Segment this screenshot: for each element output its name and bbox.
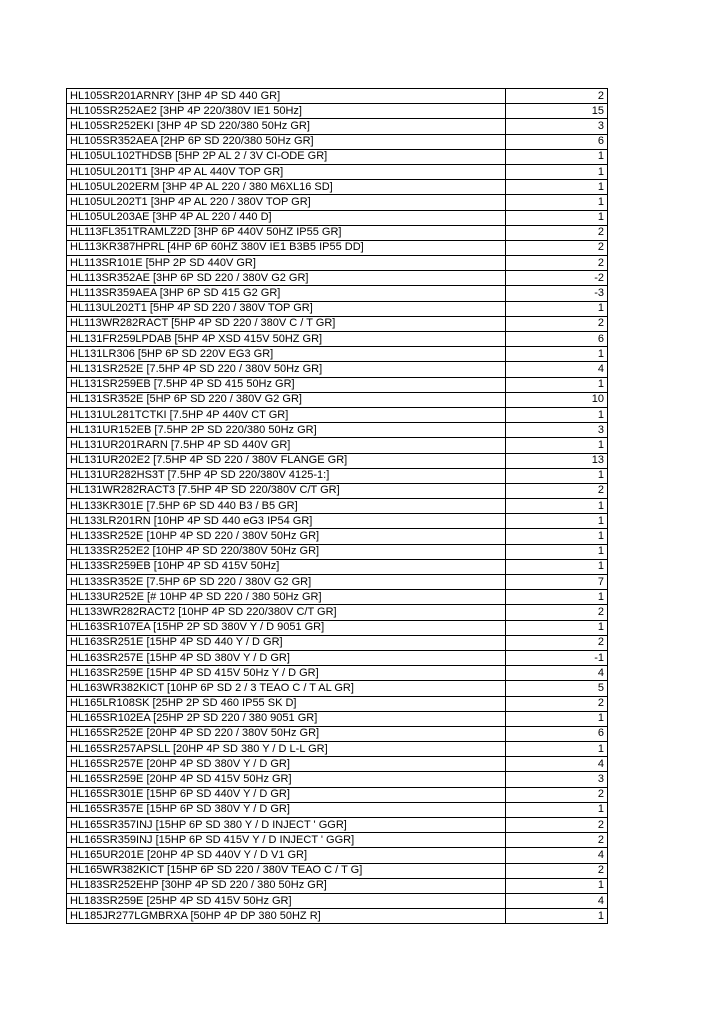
table-row	[67, 863, 608, 878]
table-row	[67, 256, 608, 271]
table-row	[67, 909, 608, 924]
item-description-cell: HL131SR352E [5HP 6P SD 220 / 380V G2 GR]	[67, 392, 506, 407]
quantity-cell: 2	[506, 863, 608, 878]
item-description-cell: HL163WR382KICT [10HP 6P SD 2 / 3 TEAO C / T AL GR]	[67, 681, 506, 696]
item-description-cell: HL113WR282RACT [5HP 4P SD 220 / 380V C / T GR]	[67, 316, 506, 331]
table-row	[67, 483, 608, 498]
table-row	[67, 301, 608, 316]
table-row	[67, 362, 608, 377]
quantity-cell: 2	[506, 225, 608, 240]
table-row	[67, 210, 608, 225]
item-description-cell: HL133LR201RN [10HP 4P SD 440 eG3 IP54 GR]	[67, 514, 506, 529]
table-row	[67, 453, 608, 468]
table-row	[67, 423, 608, 438]
quantity-cell: 2	[506, 240, 608, 255]
table-row	[67, 635, 608, 650]
quantity-cell: 7	[506, 575, 608, 590]
quantity-cell: -1	[506, 650, 608, 665]
item-description-cell: HL113SR101E [5HP 2P SD 440V GR]	[67, 256, 506, 271]
quantity-cell: 1	[506, 468, 608, 483]
quantity-cell: 2	[506, 787, 608, 802]
quantity-cell: 6	[506, 134, 608, 149]
item-description-cell: HL165SR257E [20HP 4P SD 380V Y / D GR]	[67, 757, 506, 772]
item-description-cell: HL105SR252EKI [3HP 4P SD 220/380 50Hz GR]	[67, 119, 506, 134]
quantity-cell: 6	[506, 332, 608, 347]
item-description-cell: HL165SR357INJ [15HP 6P SD 380 Y / D INJECT ' GGR]	[67, 818, 506, 833]
quantity-cell: 1	[506, 195, 608, 210]
quantity-cell: 1	[506, 407, 608, 422]
quantity-cell: 4	[506, 362, 608, 377]
item-description-cell: HL133KR301E [7.5HP 6P SD 440 B3 / B5 GR]	[67, 499, 506, 514]
table-row	[67, 833, 608, 848]
quantity-cell: 1	[506, 377, 608, 392]
quantity-cell: 4	[506, 848, 608, 863]
item-description-cell: HL131FR259LPDAB [5HP 4P XSD 415V 50HZ GR]	[67, 332, 506, 347]
quantity-cell: 3	[506, 772, 608, 787]
quantity-cell: 1	[506, 620, 608, 635]
quantity-cell: 2	[506, 89, 608, 104]
table-row	[67, 757, 608, 772]
quantity-cell: 4	[506, 757, 608, 772]
item-description-cell: HL113KR387HPRL [4HP 6P 60HZ 380V IE1 B3B5 IP55 DD]	[67, 240, 506, 255]
item-description-cell: HL105SR252AE2 [3HP 4P 220/380V IE1 50Hz]	[67, 104, 506, 119]
table-row	[67, 119, 608, 134]
table-row	[67, 332, 608, 347]
quantity-cell: 10	[506, 392, 608, 407]
table-row	[67, 711, 608, 726]
quantity-cell: 1	[506, 514, 608, 529]
table-row	[67, 392, 608, 407]
table-row	[67, 149, 608, 164]
item-description-cell: HL165SR252E [20HP 4P SD 220 / 380V 50Hz GR]	[67, 726, 506, 741]
quantity-cell: 1	[506, 347, 608, 362]
table-row	[67, 620, 608, 635]
item-description-cell: HL133SR252E2 [10HP 4P SD 220/380V 50Hz GR]	[67, 544, 506, 559]
table-row	[67, 590, 608, 605]
item-description-cell: HL183SR259E [25HP 4P SD 415V 50Hz GR]	[67, 893, 506, 908]
table-row	[67, 529, 608, 544]
table-row	[67, 286, 608, 301]
item-description-cell: HL105UL202T1 [3HP 4P AL 220 / 380V TOP GR]	[67, 195, 506, 210]
item-description-cell: HL131UR202E2 [7.5HP 4P SD 220 / 380V FLANGE GR]	[67, 453, 506, 468]
table-row	[67, 271, 608, 286]
table-row	[67, 89, 608, 104]
item-description-cell: HL131WR282RACT3 [7.5HP 4P SD 220/380V C/T GR]	[67, 483, 506, 498]
quantity-cell: 4	[506, 893, 608, 908]
item-description-cell: HL183SR252EHP [30HP 4P SD 220 / 380 50Hz GR]	[67, 878, 506, 893]
quantity-cell: 1	[506, 180, 608, 195]
item-description-cell: HL165LR108SK [25HP 2P SD 460 IP55 SK D]	[67, 696, 506, 711]
item-description-cell: HL165SR359INJ [15HP 6P SD 415V Y / D INJECT ' GGR]	[67, 833, 506, 848]
table-row	[67, 681, 608, 696]
item-description-cell: HL131SR252E [7.5HP 4P SD 220 / 380V 50Hz GR]	[67, 362, 506, 377]
quantity-cell: 1	[506, 742, 608, 757]
item-description-cell: HL131LR306 [5HP 6P SD 220V EG3 GR]	[67, 347, 506, 362]
table-row	[67, 605, 608, 620]
item-description-cell: HL131UL281TCTKI [7.5HP 4P 440V CT GR]	[67, 407, 506, 422]
table-row	[67, 802, 608, 817]
item-description-cell: HL105UL102THDSB [5HP 2P AL 2 / 3V CI-ODE GR]	[67, 149, 506, 164]
table-row	[67, 878, 608, 893]
table-row	[67, 377, 608, 392]
quantity-cell: 1	[506, 559, 608, 574]
item-description-cell: HL113SR352AE [3HP 6P SD 220 / 380V G2 GR]	[67, 271, 506, 286]
quantity-cell: 5	[506, 681, 608, 696]
table-row	[67, 544, 608, 559]
quantity-cell: 13	[506, 453, 608, 468]
quantity-cell: 3	[506, 119, 608, 134]
item-description-cell: HL165SR357E [15HP 6P SD 380V Y / D GR]	[67, 802, 506, 817]
item-description-cell: HL105UL201T1 [3HP 4P AL 440V TOP GR]	[67, 164, 506, 179]
quantity-cell: 1	[506, 590, 608, 605]
table-row	[67, 104, 608, 119]
quantity-cell: 2	[506, 483, 608, 498]
table-row	[67, 164, 608, 179]
item-description-cell: HL113FL351TRAMLZ2D [3HP 6P 440V 50HZ IP55 GR]	[67, 225, 506, 240]
quantity-cell: 1	[506, 878, 608, 893]
table-row	[67, 225, 608, 240]
table-row	[67, 696, 608, 711]
quantity-cell: 1	[506, 909, 608, 924]
item-description-cell: HL165SR257APSLL [20HP 4P SD 380 Y / D L-L GR]	[67, 742, 506, 757]
quantity-cell: 1	[506, 164, 608, 179]
quantity-cell: 1	[506, 301, 608, 316]
item-description-cell: HL165SR102EA [25HP 2P SD 220 / 380 9051 GR]	[67, 711, 506, 726]
item-description-cell: HL133SR352E [7.5HP 6P SD 220 / 380V G2 GR]	[67, 575, 506, 590]
item-description-cell: HL113SR359AEA [3HP 6P SD 415 G2 GR]	[67, 286, 506, 301]
table-row	[67, 650, 608, 665]
table-row	[67, 772, 608, 787]
table-row	[67, 499, 608, 514]
quantity-cell: -3	[506, 286, 608, 301]
quantity-cell: -2	[506, 271, 608, 286]
table-row	[67, 438, 608, 453]
item-description-cell: HL133SR259EB [10HP 4P SD 415V 50Hz]	[67, 559, 506, 574]
item-description-cell: HL105UL202ERM [3HP 4P AL 220 / 380 M6XL16 SD]	[67, 180, 506, 195]
quantity-cell: 15	[506, 104, 608, 119]
item-description-cell: HL165SR259E [20HP 4P SD 415V 50Hz GR]	[67, 772, 506, 787]
item-description-cell: HL163SR257E [15HP 4P SD 380V Y / D GR]	[67, 650, 506, 665]
table-row	[67, 468, 608, 483]
table-row	[67, 347, 608, 362]
table-row	[67, 787, 608, 802]
table-row	[67, 666, 608, 681]
quantity-cell: 2	[506, 696, 608, 711]
table-row	[67, 559, 608, 574]
table-row	[67, 407, 608, 422]
table-row	[67, 742, 608, 757]
table-row	[67, 240, 608, 255]
quantity-cell: 2	[506, 635, 608, 650]
item-description-cell: HL105SR201ARNRY [3HP 4P SD 440 GR]	[67, 89, 506, 104]
quantity-cell: 2	[506, 316, 608, 331]
item-description-cell: HL133WR282RACT2 [10HP 4P SD 220/380V C/T GR]	[67, 605, 506, 620]
quantity-cell: 1	[506, 499, 608, 514]
item-description-cell: HL113UL202T1 [5HP 4P SD 220 / 380V TOP GR]	[67, 301, 506, 316]
quantity-cell: 1	[506, 544, 608, 559]
item-description-cell: HL165WR382KICT [15HP 6P SD 220 / 380V TEAO C / T G]	[67, 863, 506, 878]
table-row	[67, 893, 608, 908]
table-row	[67, 180, 608, 195]
item-description-cell: HL105SR352AEA [2HP 6P SD 220/380 50Hz GR]	[67, 134, 506, 149]
quantity-cell: 6	[506, 726, 608, 741]
table-row	[67, 316, 608, 331]
quantity-cell: 2	[506, 605, 608, 620]
quantity-cell: 1	[506, 149, 608, 164]
quantity-cell: 4	[506, 666, 608, 681]
quantity-cell: 1	[506, 210, 608, 225]
item-description-cell: HL165UR201E [20HP 4P SD 440V Y / D V1 GR]	[67, 848, 506, 863]
table-row	[67, 514, 608, 529]
item-description-cell: HL165SR301E [15HP 6P SD 440V Y / D GR]	[67, 787, 506, 802]
table-row	[67, 726, 608, 741]
inventory-table	[66, 88, 608, 924]
table-row	[67, 134, 608, 149]
item-description-cell: HL163SR107EA [15HP 2P SD 380V Y / D 9051 GR]	[67, 620, 506, 635]
item-description-cell: HL163SR259E [15HP 4P SD 415V 50Hz Y / D GR]	[67, 666, 506, 681]
item-description-cell: HL133UR252E [# 10HP 4P SD 220 / 380 50Hz GR]	[67, 590, 506, 605]
item-description-cell: HL185JR277LGMBRXA [50HP 4P DP 380 50HZ R]	[67, 909, 506, 924]
quantity-cell: 1	[506, 529, 608, 544]
table-row	[67, 575, 608, 590]
quantity-cell: 1	[506, 711, 608, 726]
item-description-cell: HL105UL203AE [3HP 4P AL 220 / 440 D]	[67, 210, 506, 225]
quantity-cell: 3	[506, 423, 608, 438]
table-row	[67, 818, 608, 833]
item-description-cell: HL133SR252E [10HP 4P SD 220 / 380V 50Hz GR]	[67, 529, 506, 544]
item-description-cell: HL131SR259EB [7.5HP 4P SD 415 50Hz GR]	[67, 377, 506, 392]
table-row	[67, 848, 608, 863]
quantity-cell: 1	[506, 438, 608, 453]
item-description-cell: HL131UR201RARN [7.5HP 4P SD 440V GR]	[67, 438, 506, 453]
quantity-cell: 1	[506, 802, 608, 817]
quantity-cell: 2	[506, 256, 608, 271]
item-description-cell: HL131UR282HS3T [7.5HP 4P SD 220/380V 4125-1:]	[67, 468, 506, 483]
table-row	[67, 195, 608, 210]
item-description-cell: HL131UR152EB [7.5HP 2P SD 220/380 50Hz GR]	[67, 423, 506, 438]
item-description-cell: HL163SR251E [15HP 4P SD 440 Y / D GR]	[67, 635, 506, 650]
quantity-cell: 2	[506, 833, 608, 848]
quantity-cell: 2	[506, 818, 608, 833]
inventory-table-body	[67, 89, 608, 924]
